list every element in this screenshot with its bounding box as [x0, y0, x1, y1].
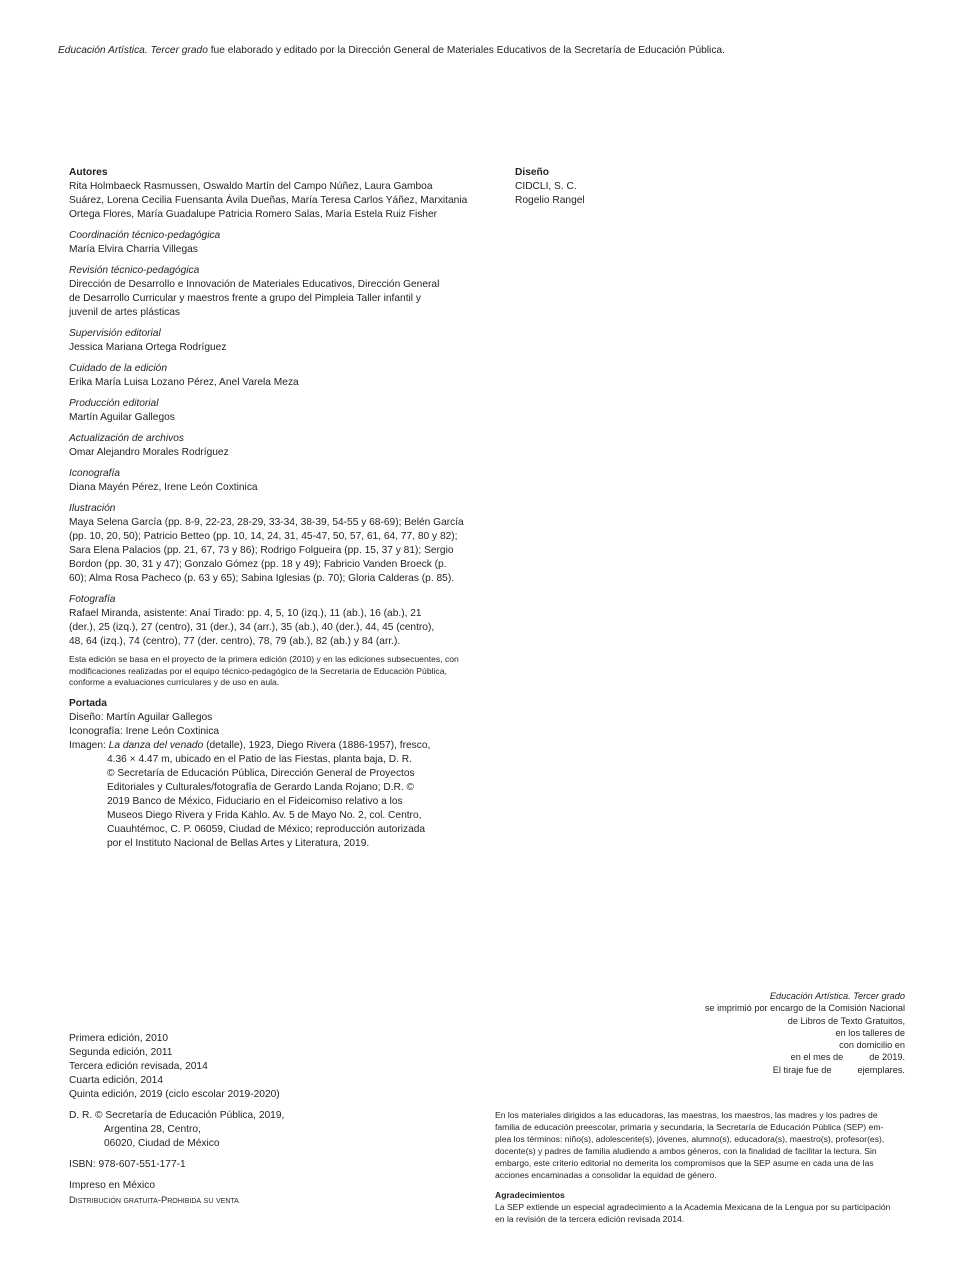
- section-line: Bordon (pp. 30, 31 y 47); Gonzalo Gómez (pp. 18 y 49); Fabricio Vanden Broeck (p.: [69, 559, 447, 570]
- portada-imagen-line: por el Instituto Nacional de Bellas Artes y Literatura, 2019.: [107, 837, 370, 849]
- section-title: Autores: [69, 167, 108, 178]
- portada-imagen-line: © Secretaría de Educación Pública, Dirección General de Proyectos: [107, 767, 415, 779]
- section-title: Portada: [69, 697, 107, 709]
- artwork-title: La danza del venado: [108, 739, 204, 751]
- section-line: Ortega Flores, María Guadalupe Patricia Romero Salas, María Estela Ruiz Fisher: [69, 209, 438, 220]
- section-produccion: [69, 397, 499, 425]
- printing-run-label: El tiraje fue de: [772, 1064, 832, 1075]
- section-line: Rita Holmbaeck Rasmussen, Oswaldo Martín del Campo Núñez, Laura Gamboa: [69, 181, 433, 192]
- note-line: Esta edición se basa en el proyecto de la primera edición (2010) y en las ediciones subsecuentes, con: [69, 654, 459, 664]
- legal-line: plea los términos: niño(s), adolescente(s), jóvenes, alumno(s), educadora(s), maestro(s), profesor(es),: [495, 1134, 885, 1144]
- section-line: Diana Mayén Pérez, Irene León Coxtinica: [69, 482, 258, 493]
- printing-month-label: en el mes de: [790, 1052, 844, 1063]
- book-title: Educación Artística. Tercer grado: [58, 45, 208, 56]
- printing-year: de 2019.: [869, 1052, 905, 1063]
- imagen-label: Imagen:: [69, 739, 109, 751]
- section-line: (pp. 10, 20, 50); Patricio Betteo (pp. 10, 14, 24, 31, 45-47, 50, 57, 61, 64, 77, 80 y 82);: [69, 531, 458, 542]
- printing-run-unit: ejemplares.: [857, 1064, 905, 1075]
- section-line: (der.), 25 (izq.), 27 (centro), 31 (der.), 34 (arr.), 35 (ab.), 40 (der.), 44, 45 (centro),: [69, 622, 435, 633]
- section-revision: [69, 264, 499, 320]
- section-line: Maya Selena García (pp. 8-9, 22-23, 28-29, 33-34, 38-39, 54-55 y 68-69); Belén García: [69, 517, 464, 528]
- section-iconografia: [69, 467, 499, 495]
- portada-diseno: Diseño: Martín Aguilar Gallegos: [69, 711, 213, 723]
- section-line: 48, 64 (izq.), 74 (centro), 77 (der. centro), 78, 79 (ab.), 82 (ab.) y 84 (arr.).: [69, 636, 401, 647]
- legal-line: acciones encaminadas a consolidar la equidad de género.: [495, 1170, 717, 1180]
- section-line: CIDCLI, S. C.: [515, 181, 577, 192]
- section-title: Actualización de archivos: [69, 433, 184, 444]
- portada-imagen-line: 2019 Banco de México, Fiduciario en el Fideicomiso relativo a los: [107, 795, 403, 807]
- legal-notice: [495, 1109, 905, 1225]
- section-title: Fotografía: [69, 594, 116, 605]
- section-fotografia: [69, 593, 499, 649]
- section-title: Revisión técnico-pedagógica: [69, 265, 200, 276]
- printing-line: con domicilio en: [839, 1040, 905, 1051]
- edition-history: [69, 1032, 399, 1102]
- section-line: juvenil de artes plásticas: [69, 307, 180, 318]
- copyright-block: [69, 1109, 399, 1151]
- section-line: Martín Aguilar Gallegos: [69, 412, 175, 423]
- section-supervision: [69, 327, 499, 355]
- imagen-text: (detalle), 1923, Diego Rivera (1886-1957), fresco,: [203, 739, 431, 751]
- copyright-line: D. R. © Secretaría de Educación Pública, 2019,: [69, 1110, 285, 1121]
- section-title: Cuidado de la edición: [69, 363, 167, 374]
- section-cuidado: [69, 362, 499, 390]
- section-title: Supervisión editorial: [69, 328, 161, 339]
- printing-line: [600, 1064, 905, 1076]
- printing-line: se imprimió por encargo de la Comisión Nacional: [704, 1003, 905, 1014]
- acknowledgments-line: La SEP extiende un especial agradecimiento a la Academia Mexicana de la Lengua por su participación: [495, 1202, 891, 1212]
- printing-line: de Libros de Texto Gratuitos,: [787, 1015, 905, 1026]
- legal-line: familia de educación preescolar, primaria y secundaria, la Secretaría de Educación Pública (SEP) em-: [495, 1122, 884, 1132]
- legal-line: embargo, este criterio editorial no demerita los compromisos que la SEP asume en cada una de las: [495, 1158, 874, 1168]
- section-title: Iconografía: [69, 468, 120, 479]
- section-actualizacion: [69, 432, 499, 460]
- section-title: Producción editorial: [69, 398, 159, 409]
- address-line: 06020, Ciudad de México: [104, 1138, 220, 1149]
- printing-line: en los talleres de: [835, 1027, 905, 1038]
- edition-line: Quinta edición, 2019 (ciclo escolar 2019-2020): [69, 1089, 280, 1100]
- credits-column: [69, 166, 499, 858]
- section-line: Sara Elena Palacios (pp. 21, 67, 73 y 86); Rodrigo Folgueira (pp. 15, 37 y 81); Sergio: [69, 545, 454, 556]
- portada-imagen-line: Museos Diego Rivera y Frida Kahlo. Av. 5 de Mayo No. 2, col. Centro,: [107, 809, 422, 821]
- section-line: de Desarrollo Curricular y maestros frente a grupo del Pimpleia Taller infantil y: [69, 293, 421, 304]
- section-line: Erika María Luisa Lozano Pérez, Anel Varela Meza: [69, 377, 299, 388]
- acknowledgments-title: Agradecimientos: [495, 1190, 565, 1200]
- portada-iconografia: Iconografía: Irene León Coxtinica: [69, 725, 220, 737]
- acknowledgments-line: en la revisión de la tercera edición revisada 2014.: [495, 1214, 685, 1224]
- section-autores: [69, 166, 499, 222]
- section-line: Jessica Mariana Ortega Rodríguez: [69, 342, 227, 353]
- section-title: Diseño: [515, 167, 549, 178]
- design-credits: [515, 166, 715, 208]
- address-line: Argentina 28, Centro,: [104, 1124, 201, 1135]
- production-statement-text: fue elaborado y editado por la Dirección General de Materiales Educativos de la Secretaría de Educación Pública.: [207, 45, 725, 56]
- section-portada: [69, 697, 499, 851]
- portada-imagen: [69, 739, 499, 753]
- section-line: María Elvira Charria Villegas: [69, 244, 198, 255]
- note-line: conforme a evaluaciones curriculares y de uso en aula.: [69, 677, 280, 687]
- legal-line: docente(s) y padres de familia aludiendo a ambos géneros, con la finalidad de facilitar la lectura. Sin: [495, 1146, 877, 1156]
- section-line: 60); Alma Rosa Pacheco (p. 63 y 65); Sabina Iglesias (p. 70); Gloria Calderas (p. 85).: [69, 573, 455, 584]
- edition-line: Tercera edición revisada, 2014: [69, 1061, 208, 1072]
- section-coordinacion: [69, 229, 499, 257]
- section-line: Dirección de Desarrollo e Innovación de Materiales Educativos, Dirección General: [69, 279, 440, 290]
- edition-line: Segunda edición, 2011: [69, 1047, 173, 1058]
- portada-imagen-line: 4.36 × 4.47 m, ubicado en el Patio de las Fiestas, planta baja, D. R.: [107, 753, 412, 765]
- printed-in: Impreso en México: [69, 1180, 156, 1191]
- section-line: Rafael Miranda, asistente: Anaí Tirado: pp. 4, 5, 10 (izq.), 11 (ab.), 16 (ab.), 21: [69, 608, 422, 619]
- edition-line: Primera edición, 2010: [69, 1033, 169, 1044]
- edition-line: Cuarta edición, 2014: [69, 1075, 164, 1086]
- legal-line: En los materiales dirigidos a las educadoras, las maestras, los maestros, las madres y los padres de: [495, 1110, 878, 1120]
- printing-info: [600, 990, 905, 1076]
- production-statement: [58, 45, 725, 56]
- editions-block: [69, 1032, 399, 1207]
- section-title: Ilustración: [69, 503, 116, 514]
- section-line: Omar Alejandro Morales Rodríguez: [69, 447, 229, 458]
- portada-imagen-line: Cuauhtémoc, C. P. 06059, Ciudad de México; reproducción autorizada: [107, 823, 426, 835]
- printing-title: Educación Artística. Tercer grado: [769, 991, 905, 1001]
- section-line: Suárez, Lorena Cecilia Fuensanta Ávila Dueñas, María Teresa Carlos Yáñez, Marxitania: [69, 195, 468, 206]
- section-title: Coordinación técnico-pedagógica: [69, 230, 221, 241]
- printing-line: [600, 1051, 905, 1063]
- section-ilustracion: [69, 502, 499, 586]
- isbn: ISBN: 978-607-551-177-1: [69, 1159, 186, 1170]
- edition-note: [69, 654, 499, 689]
- section-line: Rogelio Rangel: [515, 195, 585, 206]
- note-line: modificaciones realizadas por el equipo técnico-pedagógico de la Secretaría de Educación Pública,: [69, 665, 447, 676]
- distribution-notice: Distribución gratuita-Prohibida su venta: [69, 1194, 239, 1205]
- portada-imagen-line: Editoriales y Culturales/fotografía de Gerardo Landa Rojano; D.R. ©: [107, 781, 415, 793]
